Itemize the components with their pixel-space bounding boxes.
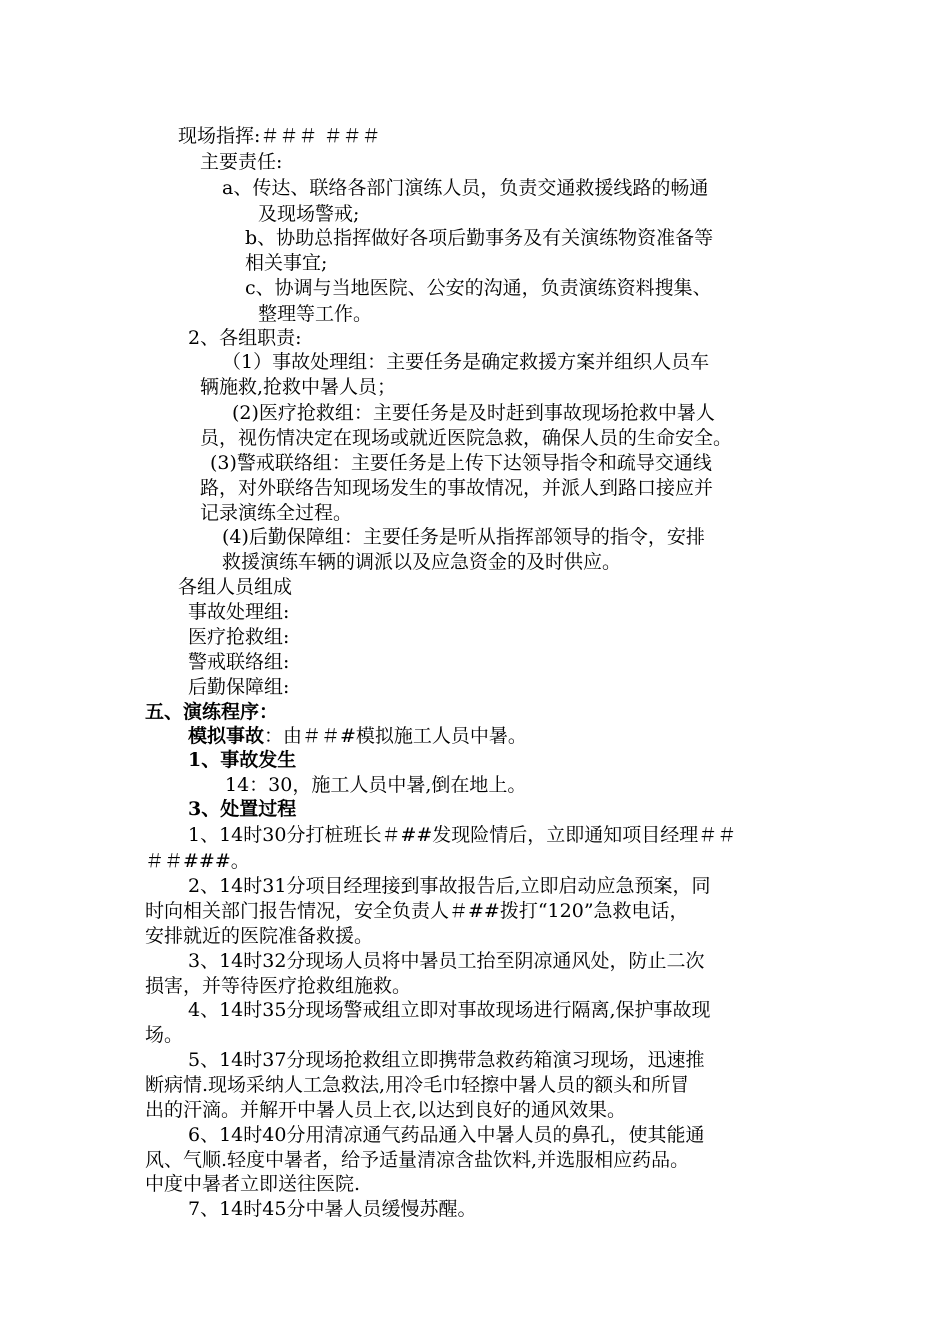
process-step-5-line-2: 断病情.现场采纳人工急救法,用冷毛巾轻擦中暑人员的额头和所冒 xyxy=(145,1074,690,1096)
group1-line-2: 辆施救,抢救中暑人员； xyxy=(200,376,397,398)
process-step-1-line-2: ＃＃###。 xyxy=(145,850,250,872)
group2-line-1: (2)医疗抢救组：主要任务是及时赶到事故现场抢救中暑人 xyxy=(232,402,715,424)
group4-line-2: 救援演练车辆的调派以及应急资金的及时供应。 xyxy=(222,551,622,573)
simulation-line xyxy=(188,724,527,748)
process-step-6-line-1: 6、14时40分用清凉通气药品通入中暑人员的鼻孔，使其能通 xyxy=(188,1124,705,1146)
process-step-5-line-3: 出的汗滴。并解开中暑人员上衣,以达到良好的通风效果。 xyxy=(145,1099,627,1121)
occur-heading: 1、事故发生 xyxy=(188,749,297,771)
process-step-6-line-2: 风、气顺.轻度中暑者，给予适量清凉含盐饮料,并选服相应药品。 xyxy=(145,1149,690,1171)
process-heading: 3、处置过程 xyxy=(188,798,297,820)
member-logistics-group: 后勤保障组: xyxy=(188,676,290,698)
duty-a-line-2: 及现场警戒; xyxy=(258,203,360,225)
process-step-2-line-2: 时向相关部门报告情况，安全负责人＃##拨打“120”急救电话， xyxy=(145,900,689,922)
duty-b-line-1: b、协助总指挥做好各项后勤事务及有关演练物资准备等 xyxy=(245,227,714,249)
process-step-3-line-1: 3、14时32分现场人员将中暑员工抬至阴凉通风处，防止二次 xyxy=(188,950,705,972)
group1-line-1: （1）事故处理组：主要任务是确定救援方案并组织人员车 xyxy=(222,351,710,373)
process-step-2-line-1: 2、14时31分项目经理接到事故报告后,立即启动应急预案，同 xyxy=(188,875,711,897)
member-medical-group: 医疗抢救组: xyxy=(188,626,290,648)
simulation-label: 模拟事故 xyxy=(188,725,265,747)
process-step-4-line-1: 4、14时35分现场警戒组立即对事故现场进行隔离,保护事故现 xyxy=(188,999,711,1021)
duty-c-line-1: c、协调与当地医院、公安的沟通，负责演练资料搜集、 xyxy=(245,277,712,299)
member-accident-group: 事故处理组: xyxy=(188,601,290,623)
duty-b-line-2: 相关事宜; xyxy=(245,252,328,274)
duty-a-line-1: a、传达、联络各部门演练人员，负责交通救援线路的畅通 xyxy=(222,177,709,199)
member-security-group: 警戒联络组: xyxy=(188,651,290,673)
group3-line-1: (3)警戒联络组：主要任务是上传下达领导指令和疏导交通线 xyxy=(210,452,712,474)
simulation-text: ：由＃＃#模拟施工人员中暑。 xyxy=(264,725,527,747)
main-duties-heading: 主要责任: xyxy=(200,151,283,173)
process-step-2-line-3: 安排就近的医院准备救援。 xyxy=(145,925,374,947)
group-duties-heading: 2、各组职责: xyxy=(188,327,302,349)
process-step-3-line-2: 损害，并等待医疗抢救组施救。 xyxy=(145,975,412,997)
occur-text: 14：30，施工人员中暑,倒在地上。 xyxy=(225,774,527,796)
group3-line-3: 记录演练全过程。 xyxy=(200,502,353,524)
group4-line-1: (4)后勤保障组：主要任务是听从指挥部领导的指令，安排 xyxy=(222,526,705,548)
members-heading: 各组人员组成 xyxy=(178,576,293,598)
section5-heading: 五、演练程序： xyxy=(145,701,279,723)
process-step-7-line-1: 7、14时45分中暑人员缓慢苏醒。 xyxy=(188,1198,477,1220)
group2-line-2: 员，视伤情决定在现场或就近医院急救，确保人员的生命安全。 xyxy=(200,427,733,449)
process-step-6-line-3: 中度中暑者立即送往医院. xyxy=(145,1173,361,1195)
site-command-line: 现场指挥:＃＃＃ ＃＃＃ xyxy=(178,125,381,147)
group3-line-2: 路，对外联络告知现场发生的事故情况，并派人到路口接应并 xyxy=(200,477,714,499)
process-step-1-line-1: 1、14时30分打桩班长＃##发现险情后，立即通知项目经理＃＃ xyxy=(188,824,737,846)
process-step-5-line-1: 5、14时37分现场抢救组立即携带急救药箱演习现场，迅速推 xyxy=(188,1049,705,1071)
duty-c-line-2: 整理等工作。 xyxy=(258,303,373,325)
process-step-4-line-2: 场。 xyxy=(145,1024,184,1046)
